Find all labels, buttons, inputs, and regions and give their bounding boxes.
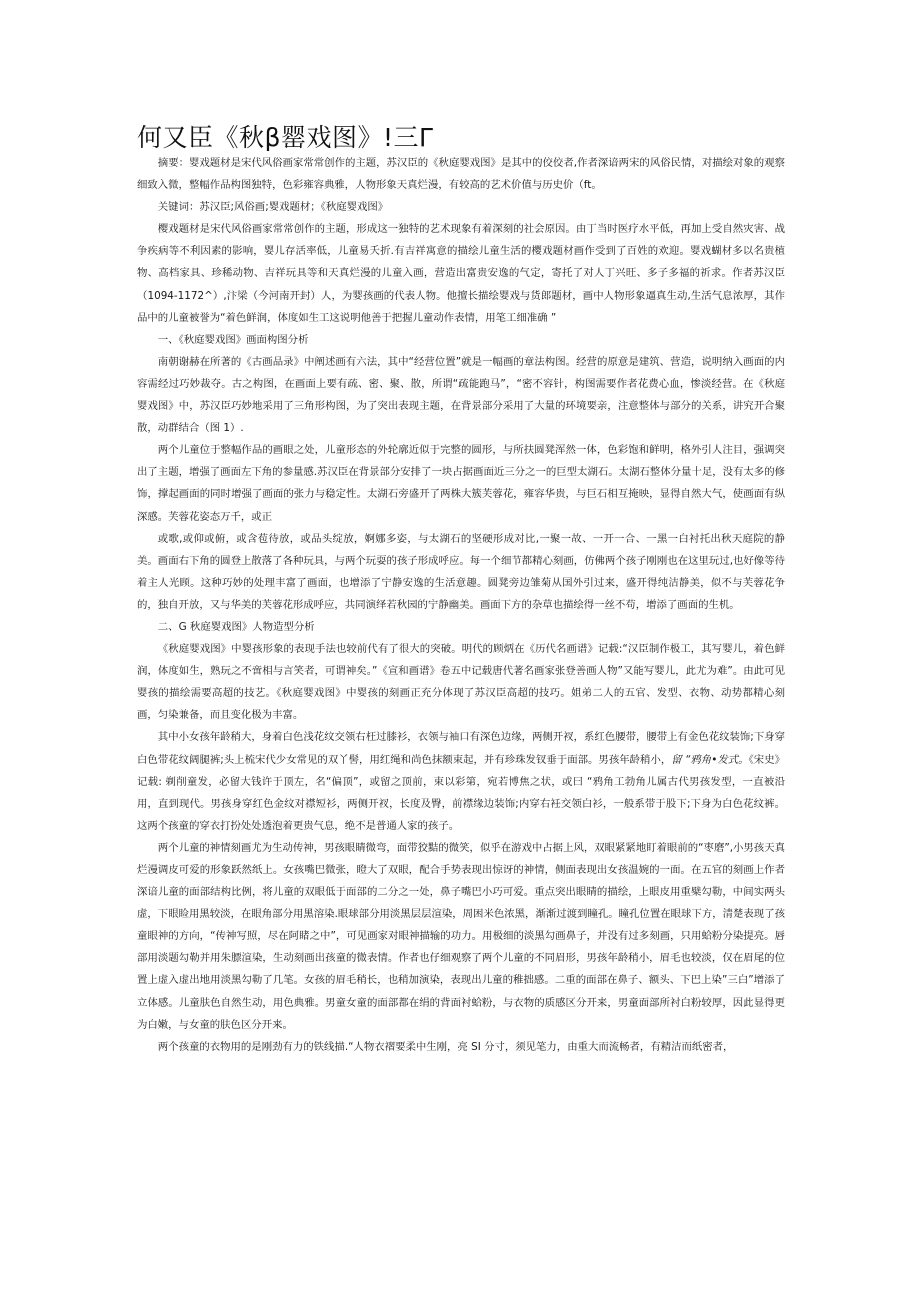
section-1-paragraph-3: 或歌,或仰或俯，或含苞待放，或品头绽放，婀娜多姿，与太湖石的坚硬形成对比,一聚一故、一开一合、一黑一白衬托出秋天庭院的静美。画面右下角的圆登上散落了各种玩具，与两个玩耍的孩子形成呼应。每一个细节都精心刻画，仿佛两个孩子刚刚也在这里玩过,也好像等待着主人光顾。这种巧妙的处理丰富了画面，也增添了宁静安逸的生活意趣。圆凳旁边雏菊从国外引过来，盛开得纯洁静美，似不与芙蓉花争的，独自开放，又与华美的芙蓉花形成呼应，共同演绎若秋园的宁静幽美。画面下方的杂草也描绘得一丝不苟，增添了画面的生机。 (137, 532, 785, 611)
page-title: 何又臣《秋β罂戏图》!三Γ (137, 123, 434, 152)
abstract-paragraph: 摘要：婴戏题材是宋代风俗画家常常创作的主题，苏汉臣的《秋庭婴戏图》是其中的佼佼者,作者深谙两宋的风俗民情，对描绘对象的观察细致入微，整幅作品构图独特，色彩雍容典雅，人物形象天真烂漫，有较高的艺术价值与历史价（ft。 (137, 157, 785, 192)
document-body (137, 152, 785, 1058)
section-2-paragraph-2-part-b: 《宋史》记载: 剃削童发，必留大钱许于顶左，名“偏顶”，或留之顶前，束以彩第，宛若博焦之状，或曰 “鸦角工勃角儿属古代男孩发型，一直被沿用，直到现代。男孩身穿红色金纹对襟短衫，两侧开衩，长度及臀，前襟缘边装饰;内穿右衽交领白衫，一般系带于股下;下身为白色花纹裤。这两个孩童的穿衣打扮处处透泡着更贵气息，绝不是普通人家的孩子。 (137, 753, 785, 832)
section-2-paragraph-2-part-a: 其中小女孩年龄稍大，身着白色浅花纹交领右枉过膝衫，衣领与袖口有深色边缘，两侧开衩，系红色腰带，腰带上有金色花纹装饰;下身穿白色带花纹阔腿裤;头上梳宋代少女常见的双丫髻，用红绳和尚色抹额束起，并有珍珠发钗垂于面部。男孩年龄稍小， (137, 731, 785, 766)
section-2-paragraph-1: 《秋庭婴戏图》中婴孩形象的表现手法也较前代有了很大的突破。明代的顾炳在《历代名画谱》记载:“汉臣制作极工，其写婴儿，着色鲜润，体度如生，熟玩之不啻相与言笑者，可谓神矣。”《宣和画谱》卷五中记载唐代著名画家张登善画人物”又能写婴儿，此尤为难”。由此可见婴孩的描绘需要高超的技艺。《秋庭婴戏图》中婴孩的刻画正充分体现了苏汉臣高超的技巧。姐弟二人的五官、发型、衣物、动势都精心刻画，匀染兼备，而且变化极为丰富。 (137, 643, 785, 722)
section-1-paragraph-2: 两个儿童位于整幅作品的画眼之处，儿童形态的外轮廓近似于完整的圆形，与所扶圆凳浑然一体，色彩饱和鲜明，格外引人注目，强调突出了主题，增强了画面左下角的参量感.苏汉臣在背景部分安排了一块占据画面近三分之一的巨型太湖石。太湖石整体分量十足，没有太多的修饰，撑起画面的同时增强了画面的张力与稳定性。太湖石旁盛开了两株大簇芙蓉花，雍容华贵，与巨石相互掩映，显得自然大气，使画面有纵深感。芙蓉花姿态万千，或正 (137, 444, 785, 523)
section-2-paragraph-2 (137, 726, 785, 836)
section-2-heading: 二、G 秋庭婴戏图》人物造型分析 (157, 620, 315, 633)
section-2-paragraph-2-italic: 留 “鸦角•发式。 (671, 753, 749, 766)
section-1-paragraph-1: 南朝谢赫在所著的《古画品录》中阐述画有六法，其中“经营位置”就是一幅画的章法构图。经营的原意是建筑、营造，说明纳入画面的内容需经过巧妙裁夺。古之构图，在画面上要有疏、密、聚、散，所谓“疏能跑马”，“密不容针，构图需要作者花费心血，惨淡经营。在《秋庭婴戏图》中，苏汉臣巧妙地采用了三角形构图，为了突出表现主题，在背景部分采用了大量的环境要亲，注意整体与部分的关系，讲究开合聚散，动群结合（图 1）. (137, 355, 785, 435)
intro-paragraph: 樱戏题材是宋代风俗画家常常创作的主题，形成这一独特的艺术现象有着深刻的社会原因。由丁当时医疗水平低，再加上受自然灾害、战争疾病等不利因素的影响，婴儿存活率低，儿童易夭折.有吉祥寓意的描绘儿童生活的樱戏题材画作受到了百姓的欢迎。婴戏蝴材多以名贵植物、高档家具、珍稀动物、吉祥玩具等和天真烂漫的儿童入画，营造出富贵安逸的气定，寄托了对人丁兴旺、多子多福的祈求。作者苏汉臣（1094-1172^）,汴梁（今河南开封）人，为婴孩画的代表人物。他擅长描绘婴戏与货郎题材，画中人物形象逼真生动,生活气息浓厚，其作品中的儿童被誉为“着色鲜润，体度如生工这说明他善于把握儿童动作表情，用笔工细准确 ” (137, 223, 785, 324)
section-2-paragraph-4: 两个孩童的衣物用的是刚劲有力的铁线描.“人物衣褶要柔中生刚，亮 SI 分寸，须见笔力，由重大而流畅者，有精洁而纸密者， (157, 1040, 734, 1053)
section-1-heading: 一、《秋庭婴戏图》画面构图分析 (157, 333, 309, 346)
keywords-line: 关键词：苏汉臣;风俗画;婴戏题材；《秋庭婴戏图》 (157, 201, 389, 214)
section-2-paragraph-3: 两个儿童的神情刻画尤为生动传神，男孩眼睛微弯，面带狡黠的微笑，似乎在游戏中占据上风，双眼紧紧地盯着眼前的“枣磨”,小男孩天真烂漫调皮可爱的形象跃然纸上。女孩嘴巴微张，瞪大了双眼，配合手势表现出惊讶的神情，侧面表现出女孩温婉的一面。在五官的刻画上作者深谙儿童的面部结构比例，将儿童的双眼低于面部的二分之一处，鼻子嘴巴小巧可爱。重点突出眼睛的描绘，上眼皮用重檗勾勒，中间实两头虚，下眼睑用黑较淡，在眼角部分用黑溶染.眼球部分用淡黑层层渲染，周困米色浓黑，渐渐过渡到瞳孔。瞳孔位置在眼球下方，清楚表现了孩童眼神的方向，“传神写照，尽在阿睹之中”，可见画家对眼神描输的功力。用极细的淡黑勾画鼻子，并没有过多刻画，只用蛤粉分染提亮。唇部用淡题勾勒并用朱膘渲染，生动刻画出孩童的微表情。作者也仔细观察了两个儿童的不同眉形，男孩年龄稍小，眉毛也较淡，仅在眉尾的位置上虚入虚出地用淡黑勾勒了几笔。女孩的眉毛稍长，也稍加演染，表现出儿童的稚拙感。二重的面部在鼻子、额头、下巴上染”三白”增添了立体感。儿童肤色自然生动，用色典雅。男童女童的面部都在绢的背面衬蛤粉，与衣物的质感区分开来，男童面部所衬白粉较厚，因此显得更为白嫩，与女童的肤色区分开来。 (137, 841, 785, 1031)
